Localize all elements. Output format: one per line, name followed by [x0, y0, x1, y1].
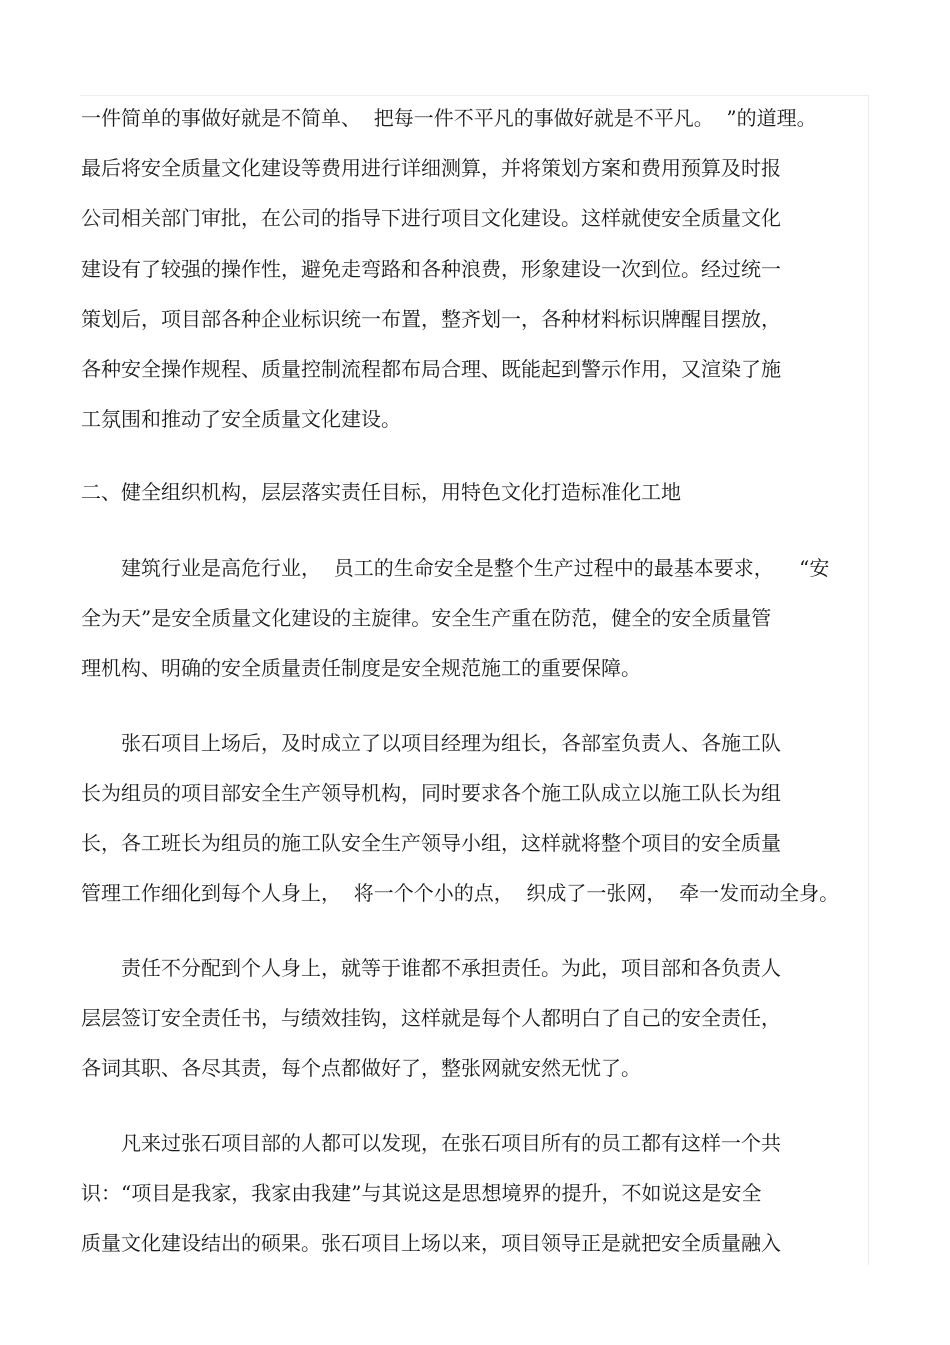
text-line: 层层签订安全责任书，与绩效挂钩，这样就是每个人都明白了自己的安全责任， [81, 1006, 781, 1030]
text-line: 各种安全操作规程、质量控制流程都布局合理、既能起到警示作用，又渲染了施 [81, 357, 781, 381]
text-line: 全为天”是安全质量文化建设的主旋律。安全生产重在防范，健全的安全质量管 [81, 606, 772, 630]
text-line: 凡来过张石项目部的人都可以发现，在张石项目所有的员工都有这样一个共 [121, 1131, 781, 1155]
text-line: 各词其职、各尽其责，每个点都做好了，整张网就安然无忧了。 [81, 1056, 641, 1080]
text-line: 管理工作细化到每个人身上， 将一个个小的点， 织成了一张网， 牵一发而动全身。 [81, 881, 840, 905]
text-line: 质量文化建设结出的硕果。张石项目上场以来，项目领导正是就把安全质量融入 [81, 1231, 781, 1255]
text-line: 长，各工班长为组员的施工队安全生产领导小组，这样就将整个项目的安全质量 [81, 831, 781, 855]
text-line: 理机构、明确的安全质量责任制度是安全规范施工的重要保障。 [81, 656, 641, 680]
section-heading: 二、健全组织机构，层层落实责任目标，用特色文化打造标准化工地 [81, 480, 681, 504]
text-line: 最后将安全质量文化建设等费用进行详细测算，并将策划方案和费用预算及时报 [81, 156, 781, 180]
text-line: 建筑行业是高危行业， 员工的生命安全是整个生产过程中的最基本要求， “安 [121, 556, 830, 580]
text-line: 策划后，项目部各种企业标识统一布置，整齐划一，各种材料标识牌醒目摆放， [81, 307, 781, 331]
page-right-border [868, 95, 869, 1265]
text-line: 公司相关部门审批，在公司的指导下进行项目文化建设。这样就使安全质量文化 [81, 206, 781, 230]
page-top-border [80, 95, 869, 96]
text-line: 张石项目上场后，及时成立了以项目经理为组长，各部室负责人、各施工队 [121, 731, 781, 755]
text-line: 工氛围和推动了安全质量文化建设。 [81, 407, 401, 431]
text-line: 识：“项目是我家，我家由我建”与其说这是思想境界的提升，不如说这是安全 [81, 1181, 762, 1205]
text-line: 建设有了较强的操作性，避免走弯路和各种浪费，形象建设一次到位。经过统一 [81, 257, 781, 281]
text-line: 一件简单的事做好就是不简单、 把每一件不平凡的事做好就是不平凡。 ”的道理。 [81, 106, 817, 130]
text-line: 长为组员的项目部安全生产领导机构，同时要求各个施工队成立以施工队长为组 [81, 781, 781, 805]
text-line: 责任不分配到个人身上，就等于谁都不承担责任。为此，项目部和各负责人 [121, 956, 781, 980]
